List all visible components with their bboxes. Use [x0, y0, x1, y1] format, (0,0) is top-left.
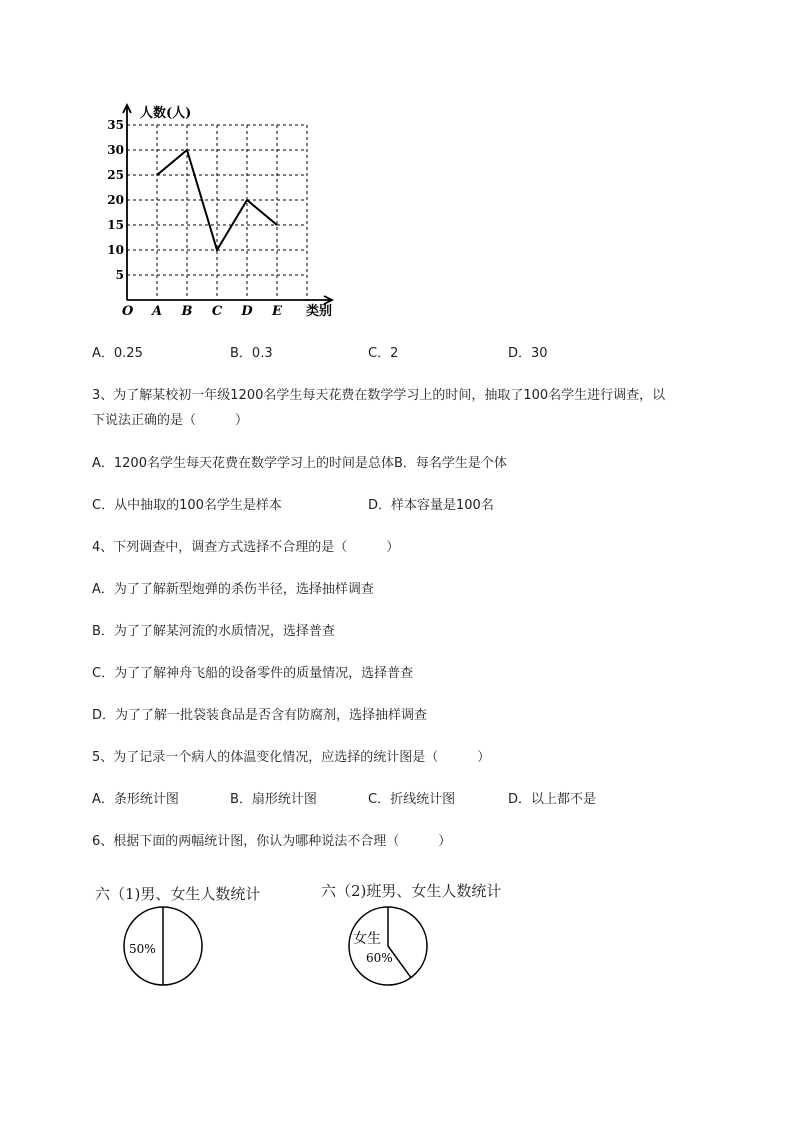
x-tick-label: D — [241, 304, 253, 319]
q3-stem-line2: 下说法正确的是（ ） — [92, 413, 249, 428]
pie1-label: 50% — [129, 942, 156, 956]
y-tick-label: 20 — [107, 193, 124, 207]
q3-stem-line1: 3、为了解某校初一年级1200名学生每天花费在数学学习上的时间，抽取了100名学生进行调查，以 — [92, 388, 666, 403]
q4-option-b: B．为了了解某河流的水质情况，选择普查 — [92, 624, 335, 639]
q5-option-a: A．条形统计图 — [92, 792, 179, 807]
q4-option-a: A．为了了解新型炮弹的杀伤半径，选择抽样调查 — [92, 582, 374, 597]
chart-axes — [123, 105, 332, 304]
q5-option-d: D．以上都不是 — [508, 792, 597, 807]
q2-option-b: B．0.3 — [230, 346, 273, 361]
pie1-title: 六（1)男、女生人数统计 — [95, 885, 261, 903]
x-tick-label: E — [272, 304, 282, 319]
pie-chart-2 — [347, 905, 431, 989]
x-tick-label: A — [151, 304, 163, 319]
q4-stem: 4、下列调查中，调查方式选择不合理的是（ ） — [92, 540, 400, 555]
pie2-label-pct: 60% — [366, 951, 393, 965]
chart-grid — [127, 125, 307, 300]
y-tick-labels — [107, 118, 124, 282]
pie2-label-name: 女生 — [353, 931, 381, 947]
y-tick-label: 5 — [115, 268, 124, 282]
q3-option-ab: A．1200名学生每天花费在数学学习上的时间是总体B．每名学生是个体 — [92, 456, 507, 471]
pie-chart-1 — [122, 905, 206, 989]
line-chart — [100, 100, 350, 325]
x-tick-label: B — [181, 304, 193, 319]
q4-option-c: C．为了了解神舟飞船的设备零件的质量情况，选择普查 — [92, 666, 414, 681]
y-tick-label: 25 — [107, 168, 124, 182]
q5-stem: 5、为了记录一个病人的体温变化情况，应选择的统计图是（ ） — [92, 750, 491, 765]
q6-stem: 6、根据下面的两幅统计图，你认为哪种说法不合理（ ） — [92, 834, 452, 849]
q2-option-c: C．2 — [368, 346, 399, 361]
y-tick-label: 10 — [107, 243, 124, 257]
x-tick-label: C — [211, 304, 223, 319]
q5-option-c: C．折线统计图 — [368, 792, 456, 807]
pie2-title: 六（2)班男、女生人数统计 — [321, 882, 502, 900]
x-axis-label: 类别 — [306, 304, 333, 319]
y-tick-label: 35 — [107, 118, 124, 132]
y-axis-label: 人数(人) — [140, 106, 192, 121]
y-tick-label: 15 — [107, 218, 124, 232]
y-tick-label: 30 — [107, 143, 124, 157]
q2-option-a: A．0.25 — [92, 346, 143, 361]
q3-option-c: C．从中抽取的100名学生是样本 — [92, 498, 282, 513]
x-tick-labels — [150, 304, 283, 319]
q2-option-d: D．30 — [508, 346, 548, 361]
q3-option-d: D．样本容量是100名 — [368, 498, 494, 513]
q5-option-b: B．扇形统计图 — [230, 792, 317, 807]
origin-label: O — [122, 304, 134, 319]
q4-option-d: D．为了了解一批袋装食品是否含有防腐剂，选择抽样调查 — [92, 708, 428, 723]
